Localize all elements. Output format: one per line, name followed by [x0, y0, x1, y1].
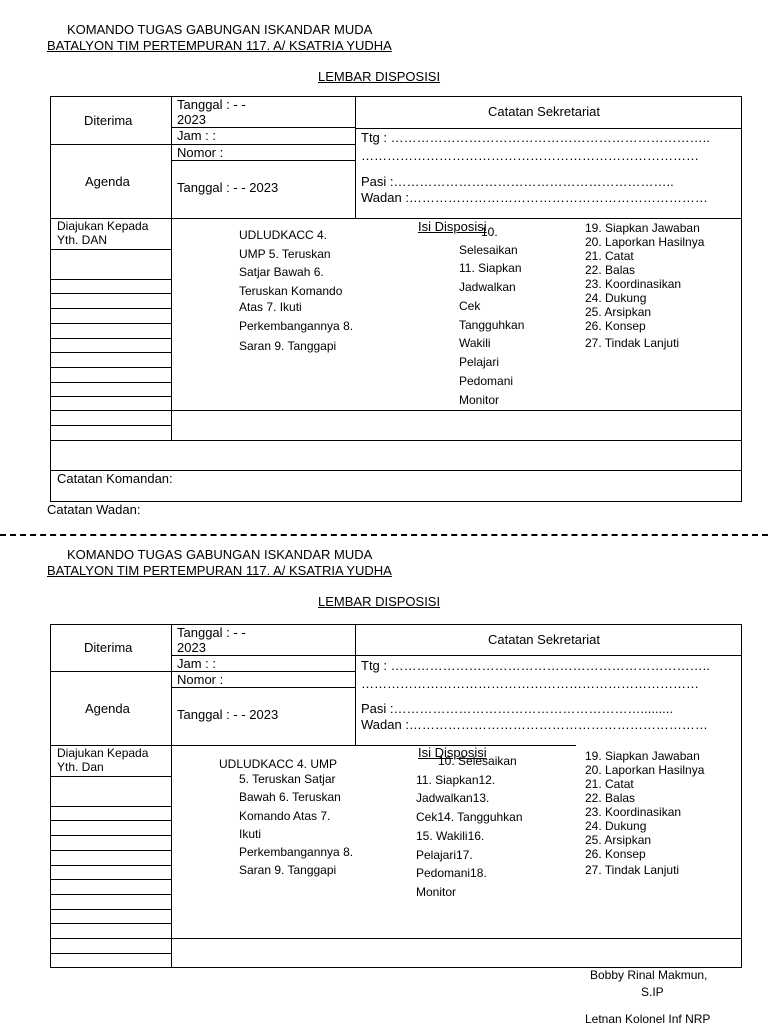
disposisi-left-line: Ikuti [239, 827, 262, 841]
header-line-1: KOMANDO TUGAS GABUNGAN ISKANDAR MUDA [67, 22, 373, 37]
diterima-label: Diterima [84, 113, 133, 128]
disposisi-right-line: 23. Koordinasikan [585, 277, 682, 291]
jam-label: Jam : : [177, 128, 217, 143]
dots-line: …………………………………………………………………… [361, 676, 699, 691]
disposisi-mid-line: Pedomani18. [416, 866, 487, 880]
disposisi-mid-line: Monitor [416, 885, 457, 899]
tanggal-received-year: 2023 [177, 640, 206, 655]
doc-title: LEMBAR DISPOSISI [318, 69, 441, 84]
disposisi-left-line: Saran 9. Tanggapi [239, 863, 337, 877]
disposisi-right-line: 20. Laporkan Hasilnya [585, 763, 705, 777]
disposisi-left-line: Satjar Bawah 6. [239, 265, 324, 279]
disposisi-right-line: 19. Siapkan Jawaban [585, 221, 700, 235]
tanggal-received: Tanggal : - - [177, 625, 246, 640]
disposisi-right-line: 21. Catat [585, 249, 634, 263]
disposisi-mid-line: Pelajari17. [416, 848, 473, 862]
disposisi-mid-line: Jadwalkan13. [416, 791, 490, 805]
catatan-sekretariat-label: Catatan Sekretariat [488, 104, 601, 119]
disposisi-mid-line: Tangguhkan [459, 318, 525, 332]
wadan-line: Wadan :…………………………………………………………… [361, 190, 708, 205]
disposisi-mid-line: Jadwalkan [459, 280, 516, 294]
disposisi-mid-line: Cek [459, 299, 481, 313]
disposisi-mid-line: 15. Wakili16. [416, 829, 485, 843]
disposisi-right-line: 20. Laporkan Hasilnya [585, 235, 705, 249]
header-line-2: BATALYON TIM PERTEMPURAN 117. A/ KSATRIA YUDHA [47, 38, 392, 53]
disposisi-right-line: 24. Dukung [585, 291, 647, 305]
ttg-line: Ttg : ……………………………………………………………….. [361, 130, 710, 145]
diterima-label: Diterima [84, 640, 133, 655]
catatan-wadan-label: Catatan Wadan: [47, 502, 141, 517]
disposisi-left-line: Teruskan Komando [239, 284, 343, 298]
disposisi-right-line: 22. Balas [585, 263, 636, 277]
disposisi-right-line: 25. Arsipkan [585, 305, 652, 319]
tanggal-agenda: Tanggal : - - 2023 [177, 707, 279, 722]
disposisi-left-line: UDLUDKACC 4. UMP [219, 757, 338, 771]
disposisi-mid-line: Cek14. Tangguhkan [416, 810, 523, 824]
disposisi-item-10: 10. Selesaikan [438, 754, 517, 768]
disposisi-mid-line: Monitor [459, 393, 500, 407]
disposisi-left-line: UDLUDKACC 4. [239, 228, 328, 242]
tanggal-received: Tanggal : - - [177, 97, 246, 112]
disposisi-left-line: Bawah 6. Teruskan [239, 790, 341, 804]
doc-title: LEMBAR DISPOSISI [318, 594, 441, 609]
disposisi-right-line: 26. Konsep [585, 847, 646, 861]
diajukan-label: Diajukan Kepada [57, 219, 149, 233]
disposisi-right-line: 22. Balas [585, 791, 636, 805]
pasi-line: Pasi :……………………………………………………….. [361, 174, 674, 189]
cut-line [0, 534, 768, 536]
disposisi-right-line: 25. Arsipkan [585, 833, 652, 847]
signer-rank: Letnan Kolonel Inf NRP [585, 1012, 711, 1026]
disposisi-mid-line: Selesaikan [459, 243, 518, 257]
disposisi-right-line: 23. Koordinasikan [585, 805, 682, 819]
disposisi-item-10: 10. [481, 225, 498, 239]
signer-name: Bobby Rinal Makmun, [590, 968, 708, 982]
disposisi-mid-line: Pedomani [459, 374, 514, 388]
disposisi-left-line: Komando Atas 7. [239, 809, 331, 823]
disposisi-left-line: Atas 7. Ikuti [239, 300, 302, 314]
disposisi-left-line: UMP 5. Teruskan [239, 247, 331, 261]
nomor-label: Nomor : [177, 145, 224, 160]
pasi-line: Pasi :…………………………………………………......... [361, 701, 674, 716]
disposisi-left-line: Perkembangannya 8. [239, 845, 354, 859]
disposisi-mid-line: 11. Siapkan [459, 261, 522, 275]
wadan-line: Wadan :…………………………………………………………… [361, 717, 708, 732]
tanggal-agenda: Tanggal : - - 2023 [177, 180, 279, 195]
disposisi-left-line: Perkembangannya 8. [239, 319, 354, 333]
yth-label: Yth. DAN [57, 233, 108, 247]
dots-line: …………………………………………………………………… [361, 148, 699, 163]
header-line-2: BATALYON TIM PERTEMPURAN 117. A/ KSATRIA YUDHA [47, 563, 392, 578]
agenda-label: Agenda [85, 174, 130, 189]
tanggal-received-year: 2023 [177, 112, 206, 127]
disposisi-mid-line: Wakili [459, 336, 491, 350]
disposisi-left-line: Saran 9. Tanggapi [239, 339, 337, 353]
header-line-1: KOMANDO TUGAS GABUNGAN ISKANDAR MUDA [67, 547, 373, 562]
disposisi-right-line: 24. Dukung [585, 819, 647, 833]
disposisi-mid-line: Pelajari [459, 355, 500, 369]
disposisi-right-line: 27. Tindak Lanjuti [585, 336, 680, 350]
disposisi-right-line: 21. Catat [585, 777, 634, 791]
yth-label: Yth. Dan [57, 760, 104, 774]
ttg-line: Ttg : ……………………………………………………………….. [361, 658, 710, 673]
nomor-label: Nomor : [177, 672, 224, 687]
disposisi-right-line: 26. Konsep [585, 319, 646, 333]
diajukan-label: Diajukan Kepada [57, 746, 149, 760]
disposisi-mid-line: 11. Siapkan12. [416, 773, 496, 787]
catatan-komandan-label: Catatan Komandan: [57, 471, 173, 486]
disposisi-right-line: 19. Siapkan Jawaban [585, 749, 700, 763]
disposisi-left-line: 5. Teruskan Satjar [239, 772, 336, 786]
jam-label: Jam : : [177, 656, 217, 671]
catatan-sekretariat-label: Catatan Sekretariat [488, 632, 601, 647]
signer-degree: S.IP [641, 985, 664, 999]
disposisi-right-line: 27. Tindak Lanjuti [585, 863, 680, 877]
isi-disposisi-label: Isi Disposisi [418, 219, 487, 234]
isi-disposisi-label: Isi Disposisi [418, 745, 487, 760]
agenda-label: Agenda [85, 701, 130, 716]
